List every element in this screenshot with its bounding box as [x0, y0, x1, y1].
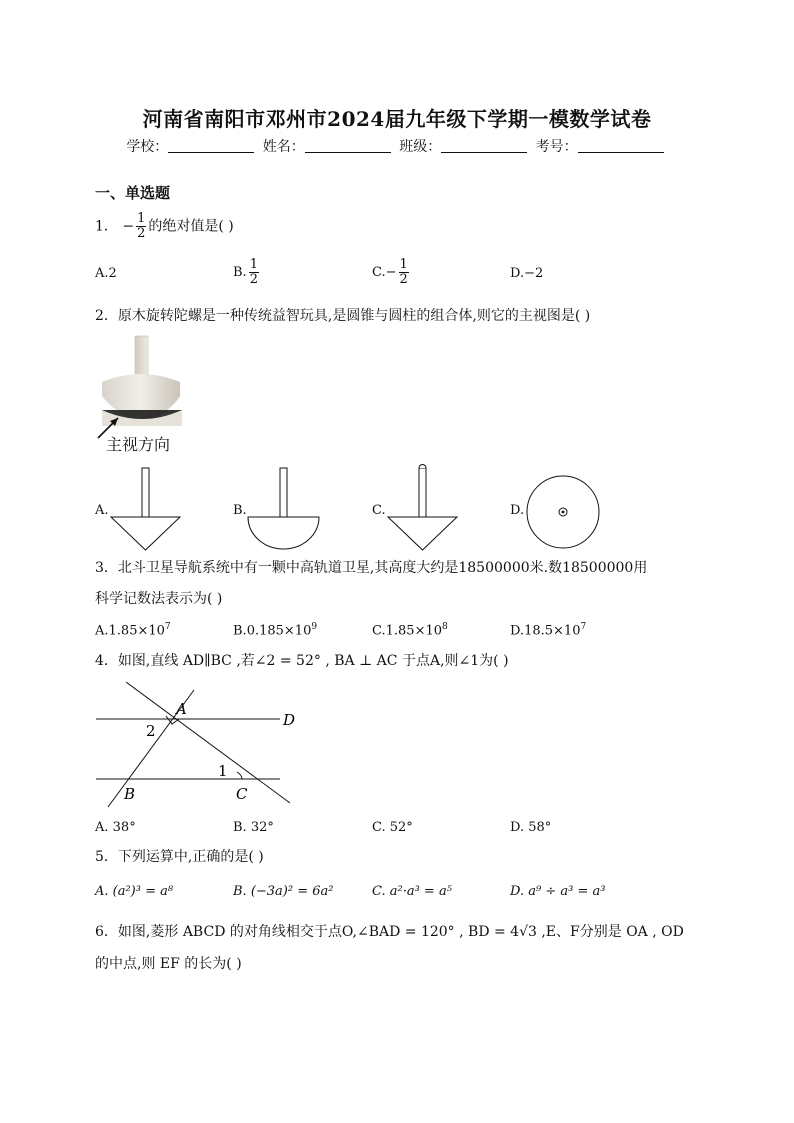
question-4 [95, 651, 509, 671]
q3-option-b-base: 0.185×10 [246, 623, 312, 639]
q1-option-c-label: C. [372, 265, 386, 280]
name-blank[interactable] [305, 139, 391, 153]
q2-direction-label: 主视方向 [106, 435, 171, 454]
q3-option-b-exp: 9 [311, 622, 318, 632]
line-ac [126, 682, 290, 803]
angle-1-arc [237, 772, 242, 779]
question-1 [95, 212, 234, 241]
q4-number: 4． [95, 653, 118, 669]
q4-geometry-figure [90, 676, 310, 814]
q2-option-d-label[interactable]: D. [510, 503, 525, 518]
q6-number: 6． [95, 924, 118, 940]
q1-option-d-value: −2 [524, 266, 544, 281]
class-blank[interactable] [441, 139, 527, 153]
q5-option-d[interactable]: D. a⁹ ÷ a³ = a³ [510, 884, 606, 899]
q1-option-c[interactable]: C.− $\frac{1}{2}$ [372, 257, 408, 287]
q3-option-c-base: 1.85×10 [385, 623, 443, 639]
q3-stem-line2: 科学记数法表示为( ) [95, 591, 223, 607]
q3-option-c-exp: 8 [442, 622, 448, 632]
q5-option-a[interactable]: A. (a²)³ = a⁸ [95, 884, 174, 899]
q3-option-a-label: A. [95, 623, 109, 639]
q3-option-d-exp: 7 [580, 622, 587, 632]
class-label: 班级： [399, 139, 442, 155]
q2-option-c-figure [385, 460, 460, 552]
q3-number: 3． [95, 560, 118, 576]
number-label: 考号： [535, 139, 578, 155]
question-5 [95, 847, 264, 867]
q4-option-d[interactable]: D. 58° [510, 820, 552, 835]
q1-option-c-fraction: $\frac{1}{2}$ [399, 257, 408, 287]
q3-option-a-exp: 7 [164, 622, 171, 632]
q1-option-a[interactable]: A.2 [95, 266, 117, 281]
q4-option-c[interactable]: C. 52° [372, 820, 413, 835]
q1-option-b-label: B. [233, 265, 247, 280]
q3-option-b[interactable] [233, 622, 317, 638]
q3-option-d-label: D. [510, 623, 525, 639]
q2-option-b-figure [245, 466, 323, 552]
point-c-label: C [236, 785, 248, 803]
q1-fraction: $\frac{1}{2}$ [137, 211, 146, 241]
q3-option-a[interactable] [95, 622, 171, 638]
angle-1-label: 1 [218, 762, 228, 780]
q3-option-a-base: 1.85×10 [108, 623, 165, 639]
q2-option-b-label[interactable]: B. [233, 503, 247, 518]
q2-stem: 原木旋转陀螺是一种传统益智玩具,是圆锥与圆柱的组合体,则它的主视图是( ) [117, 308, 591, 324]
school-label: 学校： [126, 139, 169, 155]
q1-stem: 的绝对值是( ) [148, 218, 234, 235]
student-info-line [0, 136, 794, 156]
q4-option-b[interactable]: B. 32° [233, 820, 274, 835]
q3-option-c-label: C. [372, 623, 386, 639]
question-3 [95, 558, 647, 578]
q5-option-c[interactable]: C. a²·a³ = a⁵ [372, 884, 452, 899]
angle-2-label: 2 [146, 722, 156, 740]
q3-option-c[interactable] [372, 622, 448, 638]
point-b-label: B [124, 785, 136, 803]
q3-option-b-label: B. [233, 623, 247, 639]
name-label: 姓名： [262, 139, 305, 155]
q1-option-d-label: D. [510, 266, 525, 281]
q1-option-b[interactable] [233, 258, 261, 287]
point-d-label: D [283, 711, 296, 729]
q2-option-c-label[interactable]: C. [372, 503, 386, 518]
q6-stem-line1: 如图,菱形 ABCD 的对角线相交于点O,∠BAD = 120° , BD = 4√3 ,E、F分别是 OA , OD [117, 924, 684, 940]
q6-stem-line2: 的中点,则 EF 的长为( ) [95, 956, 242, 972]
q5-number: 5． [95, 849, 118, 865]
point-a-label: A [176, 700, 187, 718]
q1-option-b-fraction: $\frac{1}{2}$ [249, 257, 258, 287]
number-blank[interactable] [578, 139, 664, 153]
q2-option-a-label[interactable]: A. [95, 503, 109, 518]
q3-stem-line1: 北斗卫星导航系统中有一颗中高轨道卫星,其高度大约是18500000米.数18500000用 [117, 560, 648, 576]
q5-option-b[interactable]: B. (−3a)² = 6a² [233, 884, 334, 899]
q1-minus: − [122, 218, 135, 235]
q1-number: 1． [95, 218, 118, 235]
q2-option-d-figure [523, 472, 603, 552]
question-6 [95, 922, 684, 942]
q5-stem: 下列运算中,正确的是( ) [117, 849, 264, 865]
q3-option-d-base: 18.5×10 [524, 623, 581, 639]
q4-stem: 如图,直线 AD∥BC ,若∠2 = 52° , BA ⊥ AC 于点A,则∠1为( ) [117, 653, 509, 669]
q4-option-a[interactable]: A. 38° [95, 820, 136, 835]
q3-option-d[interactable] [510, 622, 586, 638]
q2-option-a-figure [108, 466, 183, 552]
question-2 [95, 306, 590, 326]
q2-number: 2． [95, 308, 118, 324]
q1-option-d[interactable] [510, 266, 543, 281]
school-blank[interactable] [168, 139, 254, 153]
section-heading: 一、单选题 [95, 184, 171, 202]
exam-title: 河南省南阳市邓州市2024届九年级下学期一模数学试卷 [142, 107, 652, 131]
